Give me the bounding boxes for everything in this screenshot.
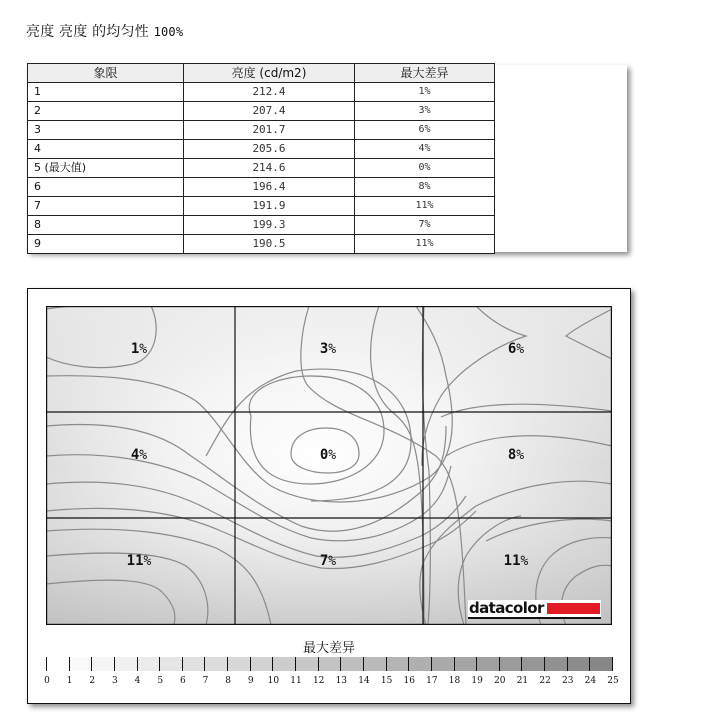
- legend-segment: [137, 657, 160, 671]
- legend-tick: [386, 657, 387, 671]
- table-row: [28, 159, 495, 178]
- legend-tick-label: 12: [312, 676, 325, 686]
- luminance-cell: 190.5: [184, 235, 355, 254]
- legend-tick: [476, 657, 477, 671]
- legend-tick-label: 25: [607, 676, 619, 686]
- legend-tick: [521, 657, 522, 671]
- title-value: 100%: [153, 25, 184, 39]
- cell-label-9: 11%: [503, 553, 529, 569]
- legend-tick-label: 8: [225, 676, 231, 686]
- legend-segment: [250, 657, 273, 671]
- table-header-row: [28, 64, 495, 83]
- legend-tick: [431, 657, 432, 671]
- legend-tick-label: 19: [471, 676, 483, 686]
- legend-segment: [46, 657, 69, 671]
- max-diff-cell: 4%: [355, 140, 495, 159]
- luminance-cell: 196.4: [184, 178, 355, 197]
- cell-label-4: 4%: [130, 447, 148, 463]
- cell-label-5: 0%: [319, 447, 337, 463]
- legend-tick-label: 24: [584, 676, 597, 686]
- quadrant-cell: 6: [28, 178, 184, 197]
- cell-label-2: 3%: [319, 341, 337, 357]
- legend-segment: [476, 657, 499, 671]
- legend-tick: [137, 657, 138, 671]
- legend-tick-label: 0: [44, 676, 50, 686]
- header-quadrant: 象限: [28, 64, 184, 83]
- legend-segment: [521, 657, 544, 671]
- max-diff-cell: 11%: [355, 197, 495, 216]
- legend-tick: [544, 657, 545, 671]
- legend-segment: [363, 657, 386, 671]
- luminance-table: [27, 63, 495, 254]
- legend-tick: [363, 657, 364, 671]
- cell-label-6: 8%: [507, 447, 525, 463]
- table-row: [28, 102, 495, 121]
- max-diff-cell: 8%: [355, 178, 495, 197]
- legend-tick: [454, 657, 455, 671]
- luminance-cell: 212.4: [184, 83, 355, 102]
- legend-tick: [295, 657, 296, 671]
- max-diff-cell: 3%: [355, 102, 495, 121]
- legend-tick-label: 2: [89, 676, 96, 686]
- legend-tick: [589, 657, 590, 671]
- legend-segment: [340, 657, 363, 671]
- legend-tick: [250, 657, 251, 671]
- legend-tick: [91, 657, 92, 671]
- legend-tick: [499, 657, 500, 671]
- quadrant-cell: 4: [28, 140, 184, 159]
- legend-tick: [340, 657, 341, 671]
- quadrant-cell: 7: [28, 197, 184, 216]
- legend-tick-label: 18: [448, 676, 461, 686]
- legend-tick-label: 7: [202, 676, 209, 686]
- legend-tick-label: 11: [290, 676, 302, 686]
- legend-title: 最大差异: [302, 641, 355, 656]
- max-diff-cell: 1%: [355, 83, 495, 102]
- legend-tick-label: 22: [539, 676, 551, 686]
- legend-tick-label: 6: [179, 676, 186, 686]
- legend-scale-bar: [46, 657, 612, 671]
- legend-tick: [46, 657, 47, 671]
- legend-segment: [91, 657, 114, 671]
- legend-tick-label: 20: [494, 676, 506, 686]
- legend-segment: [386, 657, 409, 671]
- cell-label-3: 6%: [507, 341, 525, 357]
- legend-segment: [431, 657, 454, 671]
- legend-segment: [272, 657, 295, 671]
- legend-tick-label: 3: [112, 676, 118, 686]
- legend-tick-label: 10: [267, 676, 280, 686]
- table-row: [28, 197, 495, 216]
- legend-tick-label: 15: [380, 676, 393, 686]
- legend-segment: [318, 657, 341, 671]
- luminance-cell: 199.3: [184, 216, 355, 235]
- table-row: [28, 178, 495, 197]
- legend-tick-label: 9: [247, 676, 254, 686]
- legend-segment: [182, 657, 205, 671]
- title-text: 亮度 亮度 的均匀性: [26, 24, 149, 40]
- legend-tick: [272, 657, 273, 671]
- cell-label-8: 7%: [319, 553, 337, 569]
- max-diff-cell: 7%: [355, 216, 495, 235]
- legend-segment: [114, 657, 137, 671]
- quadrant-cell: 3: [28, 121, 184, 140]
- cell-label-1: 1%: [130, 341, 148, 357]
- datacolor-logo: [468, 600, 601, 619]
- legend-segment: [567, 657, 590, 671]
- legend-segment: [295, 657, 318, 671]
- legend-tick-label: 21: [516, 676, 529, 686]
- legend-tick: [182, 657, 183, 671]
- max-diff-cell: 0%: [355, 159, 495, 178]
- luminance-cell: 207.4: [184, 102, 355, 121]
- legend-tick-label: 4: [134, 676, 141, 686]
- quadrant-cell: 5 (最大值): [28, 159, 184, 178]
- legend-segment: [227, 657, 250, 671]
- quadrant-cell: 1: [28, 83, 184, 102]
- legend-tick-label: 14: [358, 676, 370, 686]
- header-max-diff: 最大差异: [355, 64, 495, 83]
- legend-tick: [318, 657, 319, 671]
- luminance-cell: 214.6: [184, 159, 355, 178]
- legend-segment: [159, 657, 182, 671]
- legend-tick: [227, 657, 228, 671]
- legend-tick: [159, 657, 160, 671]
- legend-tick-label: 17: [426, 676, 438, 686]
- max-diff-cell: 6%: [355, 121, 495, 140]
- legend-tick: [612, 657, 613, 671]
- legend-tick: [114, 657, 115, 671]
- legend-tick-label: 13: [335, 676, 348, 686]
- logo-red-bar: [547, 603, 600, 614]
- legend-tick: [567, 657, 568, 671]
- table-row: [28, 83, 495, 102]
- quadrant-cell: 8: [28, 216, 184, 235]
- quadrant-cell: 9: [28, 235, 184, 254]
- luminance-cell: 205.6: [184, 140, 355, 159]
- legend-segment: [589, 657, 612, 671]
- page-title: [26, 21, 183, 41]
- legend-segment: [408, 657, 431, 671]
- legend-segment: [499, 657, 522, 671]
- logo-text: datacolor: [469, 599, 544, 617]
- legend-tick-label: 23: [561, 676, 574, 686]
- legend-tick-label: 5: [157, 676, 164, 686]
- table-row: [28, 140, 495, 159]
- legend-tick: [204, 657, 205, 671]
- legend-segment: [204, 657, 227, 671]
- luminance-cell: 201.7: [184, 121, 355, 140]
- cell-label-7: 11%: [126, 553, 152, 569]
- legend-segment: [454, 657, 477, 671]
- header-luminance: 亮度 (cd/m2): [184, 64, 355, 83]
- max-diff-cell: 11%: [355, 235, 495, 254]
- luminance-cell: 191.9: [184, 197, 355, 216]
- legend-segment: [69, 657, 92, 671]
- table-row: [28, 216, 495, 235]
- legend-tick-label: 1: [66, 676, 73, 686]
- legend-tick-label: 16: [403, 676, 415, 686]
- legend-tick: [69, 657, 70, 671]
- legend-tick: [408, 657, 409, 671]
- quadrant-cell: 2: [28, 102, 184, 121]
- legend-segment: [544, 657, 567, 671]
- table-row: [28, 235, 495, 254]
- table-row: [28, 121, 495, 140]
